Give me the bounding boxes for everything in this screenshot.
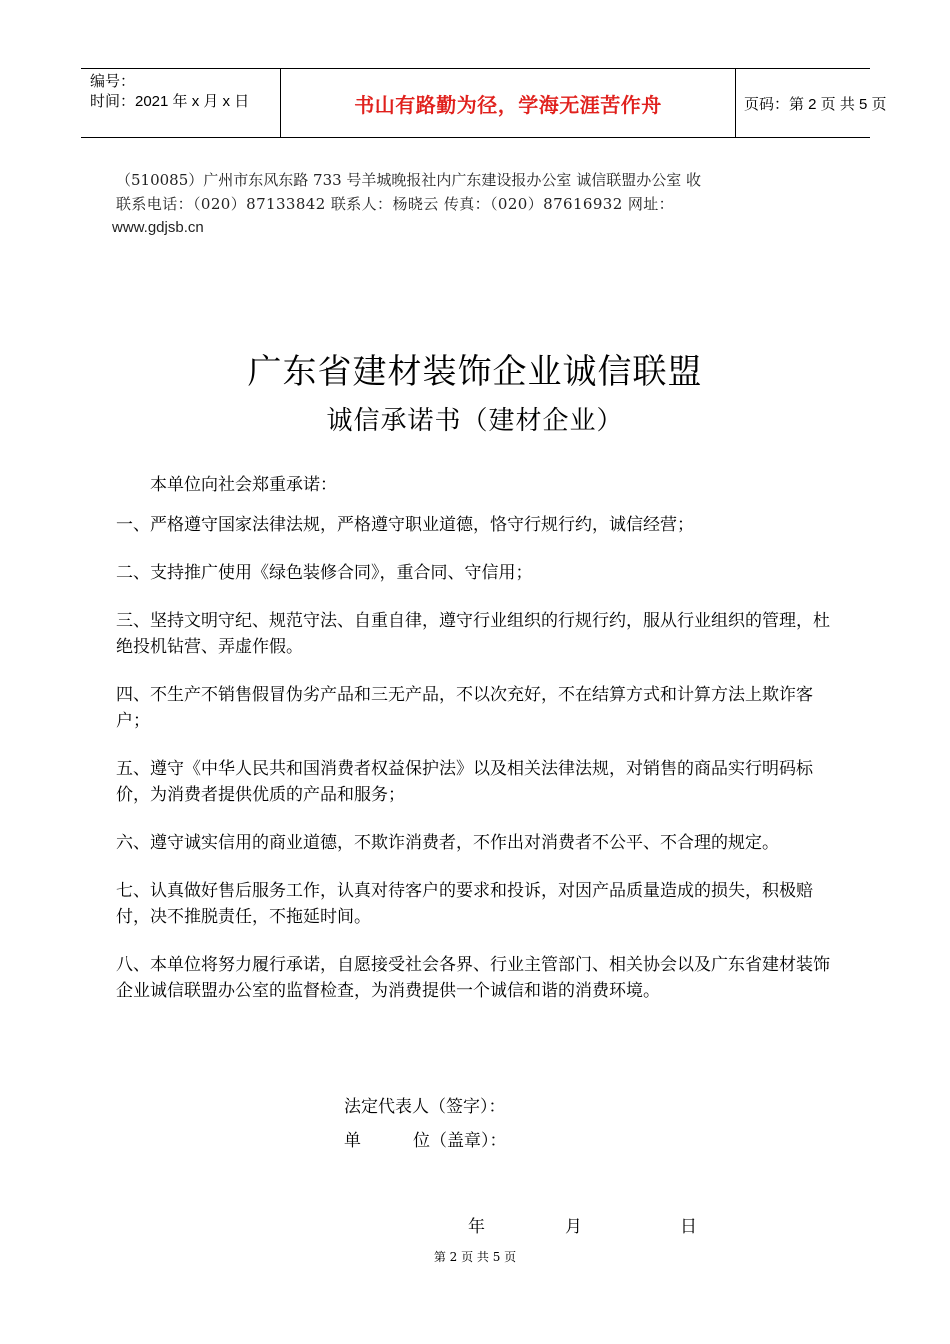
contact-phone-fax: 联系电话：（020）87133842 联系人：杨晓云 传真：（020）87616932 网址：	[116, 195, 675, 213]
clause-list	[116, 512, 846, 1026]
time-label: 时间：2021 年 x 月 x 日	[90, 93, 250, 110]
motto: 书山有路勤为径，学海无涯苦作舟	[281, 69, 736, 137]
page-footer: 第 2 页 共 5 页	[433, 1250, 517, 1264]
contact-block	[112, 168, 836, 240]
clause-1: 一、严格遵守国家法律法规，严格遵守职业道德，恪守行规行约，诚信经营；	[116, 515, 694, 535]
legal-rep-signature-line: 法定代表人（签字）：	[344, 1097, 506, 1117]
clause-4: 四、不生产不销售假冒伪劣产品和三无产品，不以次充好，不在结算方式和计算方法上欺诈客户；	[116, 685, 813, 731]
intro-text: 本单位向社会郑重承诺：	[150, 475, 337, 495]
clause-8: 八、本单位将努力履行承诺，自愿接受社会各界、行业主管部门、相关协会以及广东省建材装饰企业诚信联盟办公室的监督检查，为消费提供一个诚信和谐的消费环境。	[116, 955, 830, 1001]
number-label: 编号：	[90, 73, 136, 90]
date-month: 月	[565, 1217, 582, 1237]
contact-address: （510085）广州市东风东路 733 号羊城晚报社内广东建设报办公室 诚信联盟办公室 收	[116, 171, 701, 189]
date-year: 年	[468, 1217, 485, 1237]
header-table	[81, 68, 887, 138]
unit-label-a: 单	[344, 1131, 361, 1151]
header-meta-cell	[81, 69, 281, 137]
clause-7: 七、认真做好售后服务工作，认真对待客户的要求和投诉，对因产品质量造成的损失，积极赔付，决不推脱责任，不拖延时间。	[116, 881, 813, 927]
clause-6: 六、遵守诚实信用的商业道德，不欺诈消费者，不作出对消费者不公平、不合理的规定。	[116, 833, 779, 853]
date-day: 日	[680, 1217, 697, 1237]
document-title: 广东省建材装饰企业诚信联盟	[247, 352, 703, 392]
unit-seal-line	[344, 1126, 507, 1151]
clause-5: 五、遵守《中华人民共和国消费者权益保护法》以及相关法律法规，对销售的商品实行明码标价，为消费者提供优质的产品和服务；	[116, 759, 813, 805]
contact-url: www.gdjsb.cn	[112, 219, 204, 236]
unit-label-b: 位（盖章）：	[413, 1131, 507, 1151]
clause-3: 三、坚持文明守纪、规范守法、自重自律，遵守行业组织的行规行约，服从行业组织的管理，杜绝投机钻营、弄虚作假。	[116, 611, 830, 657]
clause-2: 二、支持推广使用《绿色装修合同》，重合同、守信用；	[116, 563, 533, 583]
page-label: 页码：第 2 页 共 5 页	[744, 95, 887, 113]
document-subtitle: 诚信承诺书（建材企业）	[326, 406, 624, 436]
